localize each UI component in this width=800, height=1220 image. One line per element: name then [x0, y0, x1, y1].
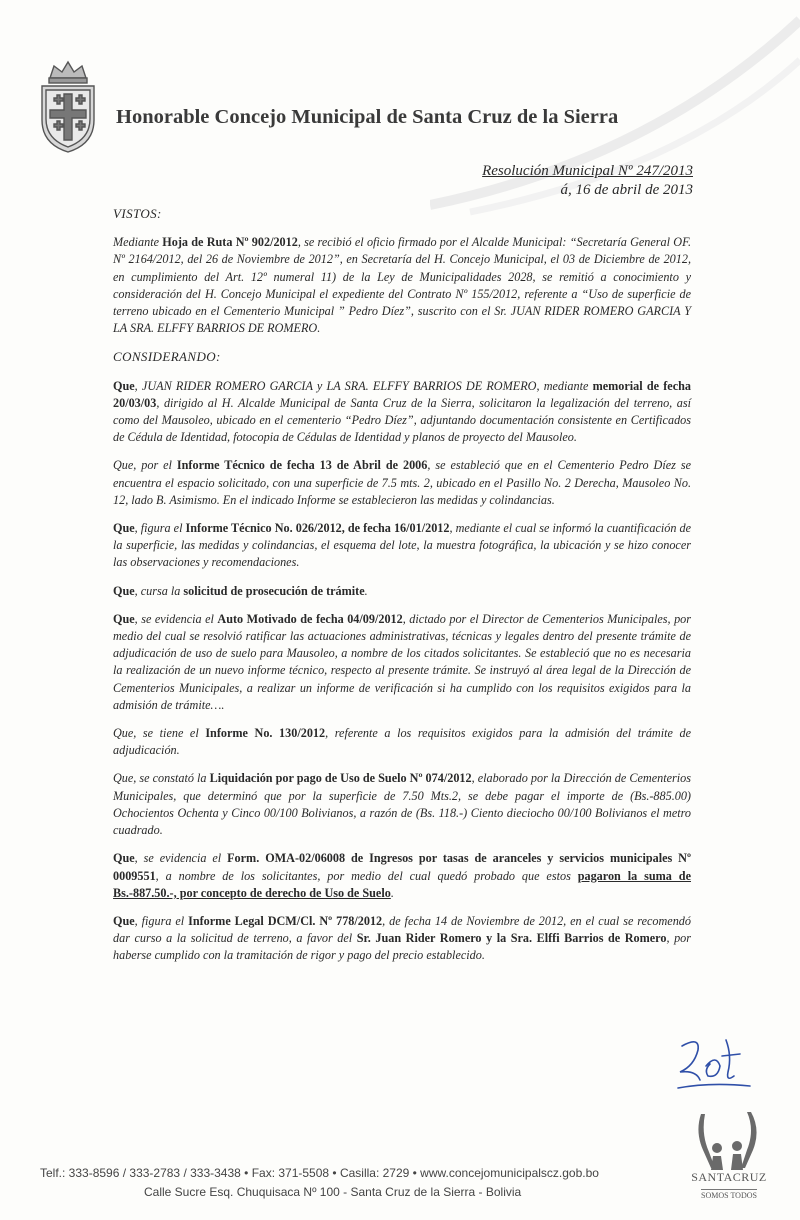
signature-mark — [670, 1036, 760, 1106]
resolution-header — [482, 162, 693, 200]
vistos-heading: VISTOS: — [113, 206, 162, 221]
resolution-date: á, 16 de abril de 2013 — [560, 182, 693, 198]
logo-title: SANTACRUZ — [691, 1170, 767, 1184]
coat-of-arms-icon — [36, 58, 100, 154]
resolution-number: Resolución Municipal Nº 247/2013 — [482, 163, 693, 179]
footer — [40, 1164, 660, 1202]
footer-address-line: Calle Sucre Esq. Chuquisaca Nº 100 - Santa Cruz de la Sierra - Bolivia — [144, 1185, 522, 1199]
considerando-paragraph-6: Que, se tiene el Informe No. 130/2012, referente a los requisitos exigidos para la admisión del trámite de adjudicación. — [113, 726, 691, 758]
logo-subtitle: SOMOS TODOS — [701, 1191, 757, 1200]
organization-name: Honorable Concejo Municipal de Santa Cruz de la Sierra — [116, 106, 619, 128]
considerando-heading: CONSIDERANDO: — [113, 349, 221, 365]
considerando-paragraph-2: Que, por el Informe Técnico de fecha 13 de Abril de 2006, se estableció que en el Cementerio Pedro Díez se encuentra el espacio solicitado, con una superficie de 7.5 mts. 2, ubicado en el Pasillo No. 2 Derecha, Mausoleo No. 12, lado B. Asimismo. En el indicado Informe se establecieron las medidas y colindancias. — [113, 458, 691, 507]
santa-cruz-logo-text — [688, 1170, 770, 1203]
document-body — [113, 205, 691, 976]
considerando-paragraph-9: Que, figura el Informe Legal DCM/Cl. Nº 778/2012, de fecha 14 de Noviembre de 2012, en el cual se recomendó dar curso a la solicitud de terreno, a favor del Sr. Juan Rider Romero y la Sra. Elffi Barrios de Romero, por haberse cumplido con la tramitación de rigor y pago del precio establecido. — [113, 913, 691, 963]
vistos-paragraph: Mediante Hoja de Ruta Nº 902/2012, se recibió el oficio firmado por el Alcalde Municipal: “Secretaría General OF. Nº 2164/2012, del 26 de Noviembre de 2012”, en Secretaría del H. Concejo Municipal, el 03 de Diciembre de 2012, en cumplimiento del Art. 12º numeral 11) de la Ley de Municipalidades 2028, se remitió a conocimiento y consideración del H. Concejo Municipal el expediente del Contrato Nº 155/2012, referente a “Uso de superficie de terreno ubicado en el Cementerio Municipal ” Pedro Díez”, suscrito con el Sr. JUAN RIDER ROMERO GARCIA Y LA SRA. ELFFY BARRIOS DE ROMERO. — [113, 235, 691, 336]
considerando-paragraph-1: Que, JUAN RIDER ROMERO GARCIA y LA SRA. ELFFY BARRIOS DE ROMERO, mediante memorial de fecha 20/03/03, dirigido al H. Alcalde Municipal de Santa Cruz de la Sierra, solicitaron la legalización del terreno, así como del Mausoleo, ubicado en el cementerio “Pedro Díez”, adjuntando documentación consistente en Certificados de Cédula de Identidad, fotocopia de Cédulas de Identidad y planos de proyecto del Mausoleo. — [113, 378, 691, 445]
considerando-paragraph-5: Que, se evidencia el Auto Motivado de fecha 04/09/2012, dictado por el Director de Cementerios Municipales, por medio del cual se resolvió ratificar las actuaciones administrativas, técnicas y legales dentro del presente trámite de adjudicación de uso de suelo para Mausoleo, a nombre de los citados solicitantes. Se estableció que no es necesaria la realización de un nuevo informe técnico, respecto al presente trámite. Se instruyó al área legal de la Dirección de Cementerios Municipales, a realizar un informe de verificación si ha cumplido con los requisitos exigidos para la admisión de trámite…. — [113, 611, 692, 712]
considerando-paragraph-7: Que, se constató la Liquidación por pago de Uso de Suelo Nº 074/2012, elaborado por la Dirección de Cementerios Municipales, que determinó que por la superficie de 7.50 Mts.2, se debe pagar el importe de (Bs.-885.00) Ochocientos Ochenta y Cinco 00/100 Bolivianos, a razón de (Bs. 118.-) Ciento dieciocho 00/100 Bolivianos el metro cuadrado. — [113, 771, 691, 838]
considerando-paragraph-4: Que, cursa la solicitud de prosecución de trámite. — [113, 583, 368, 598]
considerando-paragraph-3: Que, figura el Informe Técnico No. 026/2012, de fecha 16/01/2012, mediante el cual se informó la cuantificación de la superficie, las medidas y colindancias, el esquema del lote, la muestra fotográfica, la ubicación y se hizo conocer las observaciones y recomendaciones. — [113, 521, 692, 570]
footer-contact-line: Telf.: 333-8596 / 333-2783 / 333-3438 • Fax: 371-5508 • Casilla: 2729 • www.concejomunicipalscz.gob.bo — [40, 1166, 599, 1180]
considerando-paragraph-8: Que, se evidencia el Form. OMA-02/06008 de Ingresos por tasas de aranceles y servicios municipales Nº 0009551, a nombre de los solicitantes, por medio del cual quedó probado que estos pagaron la suma de Bs.-887.50.-, por concepto de derecho de Uso de Suelo. — [113, 851, 692, 900]
